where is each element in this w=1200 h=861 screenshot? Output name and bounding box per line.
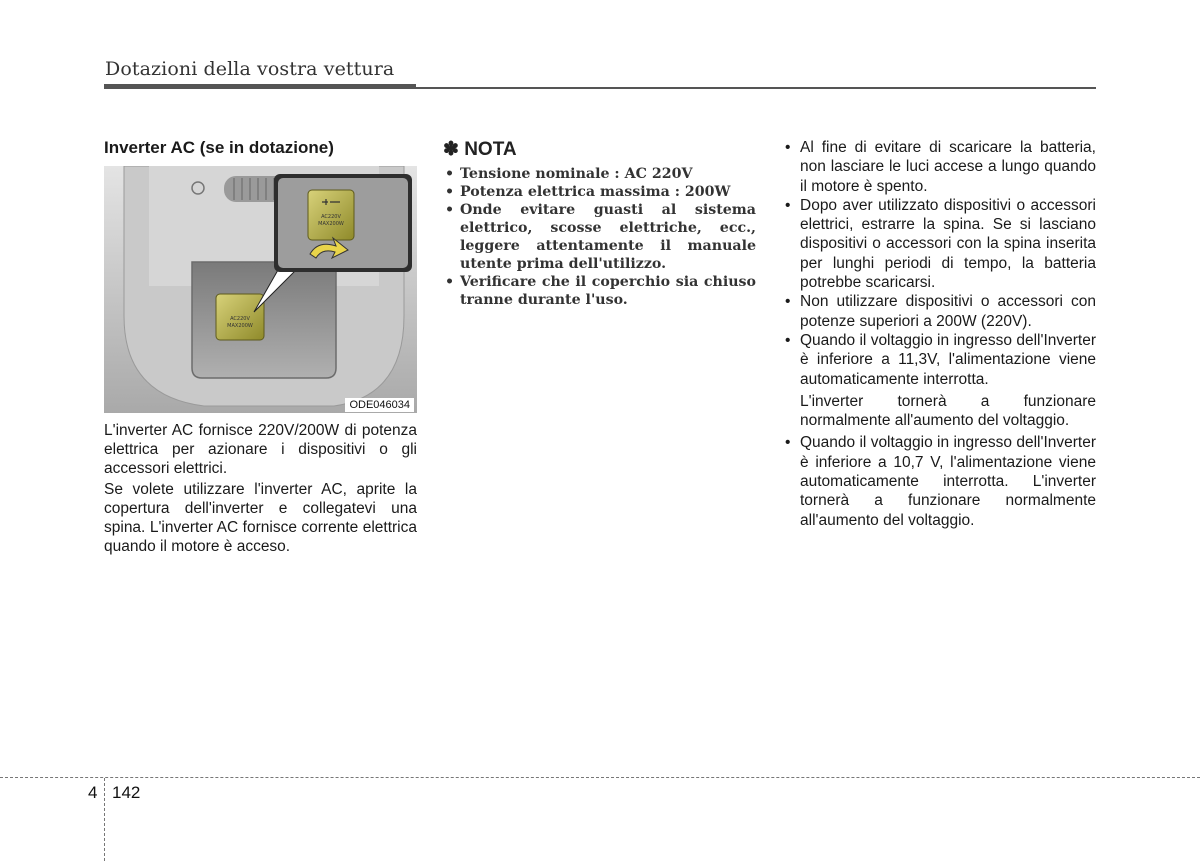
notes-list bbox=[783, 138, 1096, 389]
nota-item: • Tensione nominale : AC 220V bbox=[443, 165, 756, 183]
column-left bbox=[104, 138, 417, 558]
note-item: • Non utilizzare dispositivi o accessori con potenze superiori a 200W (220V). bbox=[783, 292, 1096, 331]
paragraph-usage: Se volete utilizzare l'inverter AC, aprite la copertura dell'inverter e collegatevi una spina. L'inverter AC fornisce corrente elettrica quando il motore è acceso. bbox=[104, 481, 417, 555]
header-rule-thin bbox=[416, 87, 1096, 89]
nota-list bbox=[443, 165, 756, 309]
nota-item: • Potenza elettrica massima : 200W bbox=[443, 183, 756, 201]
svg-text:AC220V: AC220V bbox=[230, 316, 250, 322]
nota-title: ✽ NOTA bbox=[443, 139, 517, 160]
note-subparagraph: L'inverter tornerà a funzionare normalmente all'aumento del voltaggio. bbox=[800, 392, 1096, 430]
note-item: • Quando il voltaggio in ingresso dell'Inverter è inferiore a 10,7 V, l'alimentazione viene automaticamente interrotta. L'inverter tornerà a funzionare normalmente all'aumento del voltaggio. bbox=[783, 433, 1096, 529]
note-item: • Al fine di evitare di scaricare la batteria, non lasciare le luci accese a lungo quando il motore è spento. bbox=[783, 138, 1096, 196]
nota-item: • Onde evitare guasti al sistema elettrico, scosse elettriche, ecc., leggere attentamente il manuale utente prima dell'utilizzo. bbox=[443, 201, 756, 273]
svg-text:AC220V: AC220V bbox=[321, 214, 341, 220]
footer-dashed-rule bbox=[0, 777, 1200, 778]
header-rule-thick bbox=[104, 84, 416, 89]
page-header-title: Dotazioni della vostra vettura bbox=[105, 58, 395, 80]
note-item: • Dopo aver utilizzato dispositivi o accessori elettrici, estrarre la spina. Se si lasciano dispositivi o accessori con la spina inserita per lunghi periodi di tempo, la batteria potrebbe scaricarsi. bbox=[783, 196, 1096, 292]
footer-vertical-rule bbox=[104, 778, 105, 861]
note-item: • Quando il voltaggio in ingresso dell'Inverter è inferiore a 11,3V, l'alimentazione viene automaticamente interrotta. bbox=[783, 331, 1096, 389]
inverter-illustration bbox=[104, 166, 417, 413]
section-title: Inverter AC (se in dotazione) bbox=[104, 138, 334, 157]
svg-text:MAX200W: MAX200W bbox=[318, 221, 344, 227]
paragraph-intro: L'inverter AC fornisce 220V/200W di potenza elettrica per azionare i dispositivi o gli accessori elettrici. bbox=[104, 422, 417, 477]
figure-code-label: ODE046034 bbox=[345, 398, 414, 412]
column-middle bbox=[443, 138, 756, 309]
page-number: 142 bbox=[112, 783, 141, 802]
svg-text:MAX200W: MAX200W bbox=[227, 323, 253, 329]
inverter-figure bbox=[104, 166, 417, 413]
column-right bbox=[783, 138, 1096, 530]
chapter-number: 4 bbox=[88, 783, 98, 802]
notes-list-continued bbox=[783, 433, 1096, 529]
nota-item: • Verificare che il coperchio sia chiuso tranne durante l'uso. bbox=[443, 273, 756, 309]
